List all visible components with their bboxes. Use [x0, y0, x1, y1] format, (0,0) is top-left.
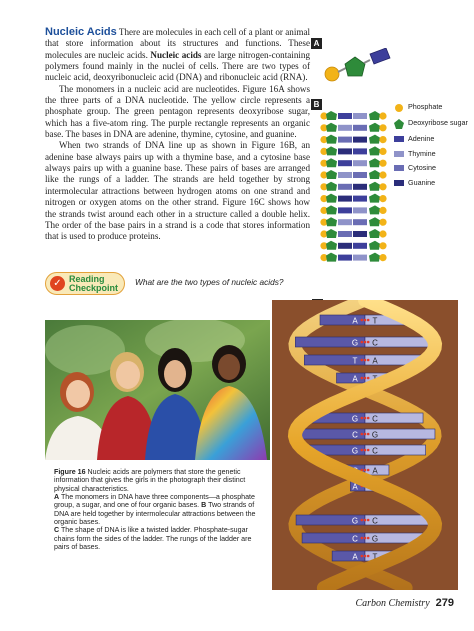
base-letter-right: C: [372, 414, 378, 424]
caption-intro: Nucleic acids are polymers that store the genetic information that gives the girls in the photograph their distinct physical characteristics.: [54, 468, 246, 493]
legend-guanine: [394, 179, 469, 188]
base-right: [353, 255, 367, 261]
base-left: [338, 113, 352, 119]
sugar-bead: [369, 111, 380, 120]
base-right: [353, 231, 367, 237]
base-right: [353, 196, 367, 202]
base-left: [338, 207, 352, 213]
base-letter-right: T: [372, 374, 378, 384]
phosphate-bead: [379, 136, 386, 143]
hydrogen-bond-dot: [361, 449, 364, 452]
figure-caption: [54, 468, 266, 551]
base-left-bar: [332, 551, 365, 561]
hydrogen-bond-dot: [364, 537, 367, 540]
section-heading: Nucleic Acids: [45, 26, 117, 38]
sugar-bead: [326, 170, 337, 179]
sugar-bead: [326, 158, 337, 167]
base-letter-right: C: [372, 446, 378, 456]
phosphate-bead: [379, 171, 386, 178]
caption-a-label: A: [54, 493, 60, 502]
base-left: [338, 255, 352, 261]
base-right: [353, 113, 367, 119]
phosphate-bead: [379, 112, 386, 119]
hydrogen-bond-dot: [361, 341, 364, 344]
phosphate-bead: [379, 254, 386, 261]
sugar-bead: [326, 205, 337, 214]
checkpoint-line1: Reading: [69, 274, 105, 284]
sugar-bead: [369, 229, 380, 238]
legend-phosphate: [394, 103, 469, 113]
phosphate-bead: [379, 207, 386, 214]
hydrogen-bond-dot: [364, 319, 367, 322]
paragraph-1: [45, 27, 310, 84]
phosphate-bead: [379, 195, 386, 202]
hydrogen-bond-dot: [361, 377, 364, 380]
sugar-bead: [369, 194, 380, 203]
hydrogen-bond-dot: [364, 555, 367, 558]
base-left: [338, 125, 352, 131]
phosphate-circle: [325, 67, 339, 81]
base-letter-right: G: [371, 534, 379, 544]
caption-b-label: B: [201, 501, 207, 510]
base-letter-left: A: [352, 552, 358, 562]
phosphate-bead: [379, 160, 386, 167]
hydrogen-bond-dot: [361, 537, 364, 540]
caption-figure-number: Figure 16: [54, 468, 86, 476]
double-helix-diagram: [272, 300, 458, 590]
legend-label: Adenine: [408, 134, 435, 143]
checkmark-icon: ✓: [50, 276, 65, 291]
hydrogen-bond-dot: [364, 519, 367, 522]
sugar-bead: [326, 229, 337, 238]
checkpoint-question: What are the two types of nucleic acids?: [135, 277, 284, 287]
base-right: [353, 137, 367, 143]
sugar-bead: [369, 253, 380, 262]
base-letter-right: C: [372, 338, 378, 348]
hydrogen-bond-dot: [367, 433, 370, 436]
sugar-icon: [394, 119, 404, 129]
sugar-bead: [326, 182, 337, 191]
hydrogen-bond-dot: [364, 377, 367, 380]
sugar-bead: [326, 241, 337, 250]
base-letter-left: C: [352, 466, 358, 476]
base-letter-left: G: [351, 446, 359, 456]
phosphate-bead: [379, 230, 386, 237]
base-right: [353, 219, 367, 225]
p1-text-c: are large nitrogen-containing polymers found mainly in the nuclei of cells. There are two types of nucleic acid, deoxyribonucleic acid (DNA) and ribonucleic acid (RNA).: [45, 49, 310, 83]
guanine-icon: [394, 179, 404, 187]
base-letter-right: G: [371, 430, 379, 440]
hydrogen-bond-dot: [367, 359, 370, 362]
phosphate-bead: [379, 219, 386, 226]
figure-label-a: A: [311, 38, 322, 49]
base-letter-left: T: [352, 356, 358, 366]
base-left: [338, 243, 352, 249]
thymine-icon: [394, 150, 404, 158]
base-letter-left: A: [352, 316, 358, 326]
base-letter-right: A: [372, 356, 378, 366]
sugar-bead: [326, 194, 337, 203]
hydrogen-bond-dot: [361, 555, 364, 558]
base-left: [338, 219, 352, 225]
sugar-bead: [369, 123, 380, 132]
base-right: [353, 172, 367, 178]
hydrogen-bond-dot: [364, 341, 367, 344]
p1-text-a: There are molecules in each cell of a plant or animal that store information about its structures and functions. These molecules are nucleic acids.: [45, 27, 311, 60]
base-letter-right: T: [372, 552, 378, 562]
caption-b-text: Two strands of DNA are held together by intermolecular attractions between the organic bases.: [54, 501, 256, 527]
sugar-bead: [326, 111, 337, 120]
sugar-bead: [369, 241, 380, 250]
legend-label: Phosphate: [408, 102, 443, 111]
hydrogen-bond-dot: [364, 359, 367, 362]
legend-label: Guanine: [408, 177, 436, 187]
base-right: [353, 125, 367, 131]
base-letter-left: G: [351, 338, 359, 348]
figure-label-b: B: [311, 99, 322, 110]
sugar-bead: [369, 146, 380, 155]
base-right: [353, 148, 367, 154]
hydrogen-bond-dot: [367, 555, 370, 558]
base-letter-left: A: [352, 374, 358, 384]
hydrogen-bond-dot: [367, 377, 370, 380]
base-right: [353, 207, 367, 213]
hydrogen-bond-dot: [361, 359, 364, 362]
phosphate-bead: [379, 124, 386, 131]
sugar-bead: [369, 217, 380, 226]
hydrogen-bond-dot: [367, 537, 370, 540]
term-nucleic-acids: Nucleic acids: [150, 49, 202, 60]
legend-label: Cytosine: [408, 163, 436, 172]
base-left-bar: [320, 315, 365, 325]
legend-label: Thymine: [408, 148, 436, 158]
sugar-bead: [326, 123, 337, 132]
hydrogen-bond-dot: [361, 519, 364, 522]
base-letter-right: T: [372, 316, 378, 326]
sugar-bead: [369, 135, 380, 144]
base-rectangle: [370, 48, 390, 64]
hydrogen-bond-dot: [367, 417, 370, 420]
caption-c-text: The shape of DNA is like a twisted ladder. Phosphate-sugar chains form the sides of the ladder. The rungs of the ladder are pairs of bases.: [54, 526, 252, 552]
hydrogen-bond-dot: [361, 433, 364, 436]
sugar-bead: [326, 135, 337, 144]
legend-adenine: [394, 135, 469, 144]
legend: [394, 103, 469, 193]
hydrogen-bond-dot: [367, 341, 370, 344]
legend-label: Deoxyribose sugar: [408, 118, 468, 127]
base-left: [338, 231, 352, 237]
base-left: [338, 137, 352, 143]
cytosine-icon: [394, 164, 404, 172]
paragraph-2: The monomers in a nucleic acid are nucleotides. Figure 16A shows the three parts of a DNA nucleotide. The yellow circle represents a phosphate group. The green pentagon represents deoxyribose sugar, which has a five-atom ring. The purple rectangle represents an organic base. The bases in DNA are adenine, thymine, cytosine, and guanine.: [45, 83, 310, 140]
girls-photograph: [45, 320, 270, 460]
phosphate-icon: [394, 103, 404, 113]
hydrogen-bond-dot: [361, 417, 364, 420]
sugar-bead: [369, 205, 380, 214]
hydrogen-bond-dot: [364, 449, 367, 452]
legend-cytosine: [394, 164, 469, 173]
caption-c-label: C: [54, 526, 60, 535]
phosphate-bead: [379, 242, 386, 249]
hydrogen-bond-dot: [364, 469, 367, 472]
base-letter-right: A: [372, 466, 378, 476]
base-left: [338, 184, 352, 190]
page-footer: [355, 597, 454, 609]
paragraph-3: When two strands of DNA line up as shown in Figure 16B, an adenine base always pairs up with a thymine base, and a cytosine base always pairs up with a guanine base. These pairs of bases are arranged like the rungs of a ladder. The strands are held together by strong intermolecular attractions between hydrogen atoms on one strand and nitrogen or oxygen atoms on the other strand. Figure 16C shows how the strands twist around each other in a structure called a double helix. The order of the base pairs in a strand is a code that stores information that is used to produce proteins.: [45, 140, 310, 242]
sugar-bead: [326, 146, 337, 155]
base-left: [338, 172, 352, 178]
phosphate-bead: [379, 183, 386, 190]
hydrogen-bond-dot: [367, 319, 370, 322]
dna-strands-diagram: [318, 110, 388, 270]
base-left: [338, 160, 352, 166]
nucleotide-diagram: [322, 48, 392, 88]
sugar-pentagon: [345, 57, 365, 76]
base-letter-left: G: [351, 516, 359, 526]
hydrogen-bond-dot: [364, 417, 367, 420]
hydrogen-bond-dot: [367, 449, 370, 452]
hydrogen-bond-dot: [364, 433, 367, 436]
base-left: [338, 196, 352, 202]
caption-a-text: The monomers in DNA have three components—a phosphate group, a sugar, and one of four organic bases.: [54, 493, 255, 510]
legend-thymine: [394, 150, 469, 159]
base-letter-right: T: [372, 482, 378, 492]
sugar-bead: [326, 253, 337, 262]
sugar-bead: [326, 217, 337, 226]
chapter-title: Carbon Chemistry: [355, 598, 430, 609]
page-number: 279: [435, 597, 454, 609]
base-right: [353, 160, 367, 166]
checkpoint-line2: Checkpoint: [69, 283, 119, 293]
base-letter-left: C: [352, 430, 358, 440]
base-left: [338, 148, 352, 154]
base-letter-left: G: [351, 414, 359, 424]
sugar-bead: [369, 170, 380, 179]
sugar-bead: [369, 182, 380, 191]
phosphate-bead: [379, 148, 386, 155]
base-right: [353, 184, 367, 190]
body-text: [45, 27, 310, 243]
base-right: [353, 243, 367, 249]
hydrogen-bond-dot: [361, 319, 364, 322]
reading-checkpoint-badge: [45, 272, 125, 295]
base-letter-left: A: [352, 482, 358, 492]
sugar-bead: [369, 158, 380, 167]
hydrogen-bond-dot: [367, 519, 370, 522]
base-letter-right: C: [372, 516, 378, 526]
hydrogen-bond-dot: [367, 469, 370, 472]
base-letter-left: C: [352, 534, 358, 544]
legend-sugar: [394, 119, 469, 129]
adenine-icon: [394, 135, 404, 143]
